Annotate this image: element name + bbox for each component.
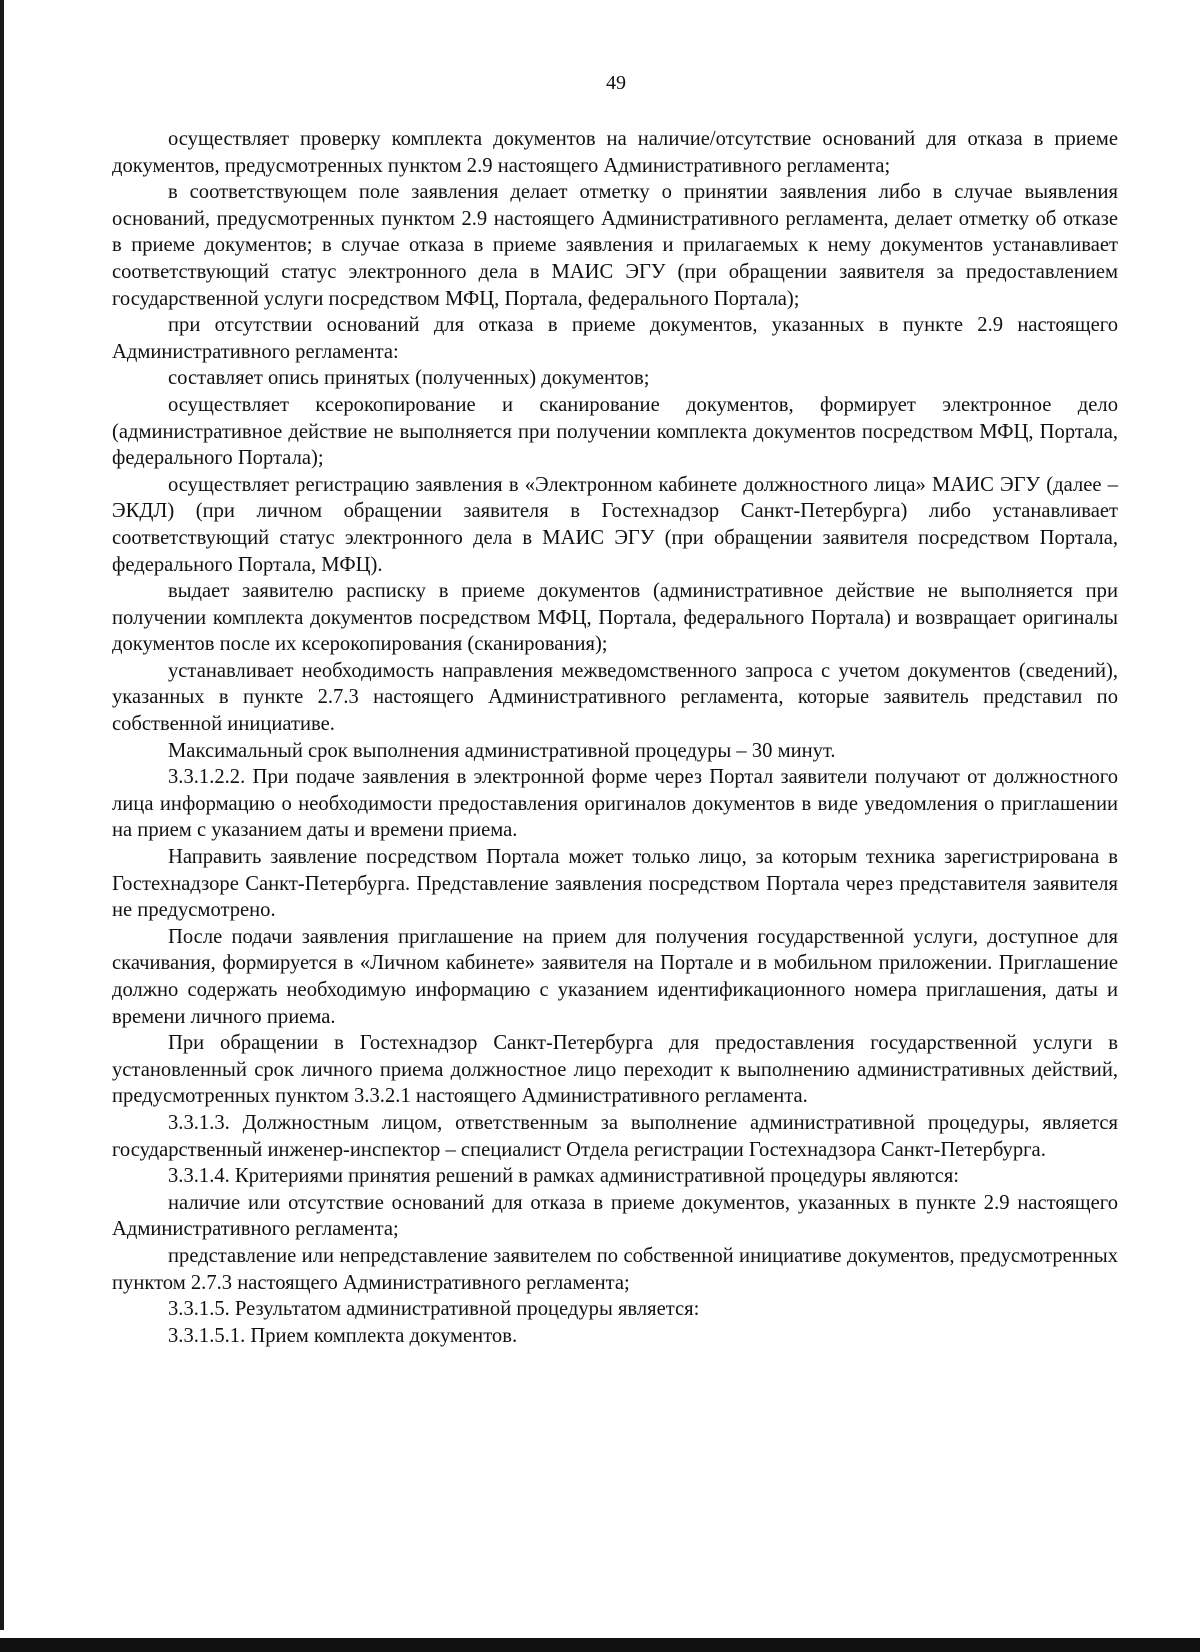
paragraph: осуществляет регистрацию заявления в «Электронном кабинете должностного лица» МАИС ЭГУ (далее – ЭКДЛ) (при личном обращении заявителя в Гостехнадзор Санкт-Петербурга) либо устанавливает соответствующий статус электронного дела в МАИС ЭГУ (при обращении заявителя посредством Портала, федерального Портала, МФЦ). (112, 473, 1118, 576)
paragraph: в соответствующем поле заявления делает отметку о принятии заявления либо в случае выявления оснований, предусмотренных пунктом 2.9 настоящего Административного регламента, делает отметку об отказе в приеме документов; в случае отказа в приеме заявления и прилагаемых к нему документов устанавливает соответствующий статус электронного дела в МАИС ЭГУ (при обращении заявителя за предоставлением государственной услуги посредством МФЦ, Портала, федерального Портала); (112, 181, 1118, 310)
page-number: 49 (606, 72, 626, 94)
scan-left-edge (0, 0, 4, 1630)
paragraph: осуществляет ксерокопирование и сканирование документов, формирует электронное дело (административное действие не выполняется при получении комплекта документов посредством МФЦ, Портала, федерального Портала); (112, 393, 1118, 470)
paragraph: осуществляет проверку комплекта документов на наличие/отсутствие оснований для отказа в приеме документов, предусмотренных пунктом 2.9 настоящего Административного регламента; (112, 128, 1118, 177)
document-body (112, 126, 1118, 1349)
scan-bottom-edge (0, 1638, 1200, 1652)
paragraph: составляет опись принятых (полученных) документов; (168, 367, 650, 390)
paragraph: Максимальный срок выполнения административной процедуры – 30 минут. (168, 739, 836, 762)
paragraph: при отсутствии оснований для отказа в приеме документов, указанных в пункте 2.9 настоящего Административного регламента: (112, 314, 1118, 363)
paragraph: 3.3.1.5.1. Прием комплекта документов. (168, 1324, 518, 1347)
paragraph: 3.3.1.3. Должностным лицом, ответственным за выполнение административной процедуры, является государственный инженер-инспектор – специалист Отдела регистрации Гостехнадзора Санкт-Петербурга. (112, 1111, 1118, 1161)
paragraph: 3.3.1.2.2. При подаче заявления в электронной форме через Портал заявители получают от должностного лица информацию о необходимости предоставления оригиналов документов в виде уведомления о приглашении на прием с указанием даты и времени приема. (112, 766, 1118, 842)
paragraph: 3.3.1.4. Критериями принятия решений в рамках административной процедуры являются: (168, 1165, 960, 1188)
paragraph: 3.3.1.5. Результатом административной процедуры является: (168, 1298, 700, 1321)
paragraph: представление или непредставление заявителем по собственной инициативе документов, предусмотренных пунктом 2.7.3 настоящего Административного регламента; (112, 1244, 1118, 1294)
paragraph: Направить заявление посредством Портала может только лицо, за которым техника зарегистрирована в Гостехнадзоре Санкт-Петербурга. Представление заявления посредством Портала через представителя заявителя не предусмотрено. (112, 846, 1118, 922)
paragraph: устанавливает необходимость направления межведомственного запроса с учетом документов (сведений), указанных в пункте 2.7.3 настоящего Административного регламента, которые заявитель представил по собственной инициативе. (112, 659, 1118, 736)
paragraph: наличие или отсутствие оснований для отказа в приеме документов, указанных в пункте 2.9 настоящего Административного регламента; (112, 1191, 1118, 1241)
paragraph: выдает заявителю расписку в приеме документов (административное действие не выполняется при получении комплекта документов посредством МФЦ, Портала, федерального Портала) и возвращает оригиналы документов после их ксерокопирования (сканирования); (112, 580, 1118, 656)
paragraph: При обращении в Гостехнадзор Санкт-Петербурга для предоставления государственной услуги в установленный срок личного приема должностное лицо переходит к выполнению административных действий, предусмотренных пунктом 3.3.2.1 настоящего Административного регламента. (112, 1032, 1118, 1108)
paragraph: После подачи заявления приглашение на прием для получения государственной услуги, доступное для скачивания, формируется в «Личном кабинете» заявителя на Портале и в мобильном приложении. Приглашение должно содержать необходимую информацию с указанием идентификационного номера приглашения, даты и времени личного приема. (112, 925, 1118, 1028)
